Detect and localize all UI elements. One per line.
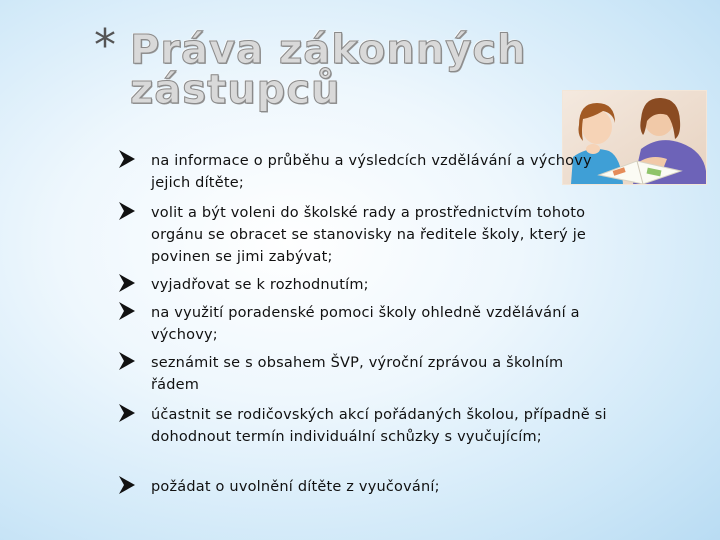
arrow-bullet-icon: [118, 403, 136, 423]
arrow-bullet-icon: [118, 273, 136, 293]
arrow-bullet-icon: [118, 475, 136, 495]
arrow-bullet-icon: [118, 301, 136, 321]
list-item-text: účastnit se rodičovských akcí pořádaných školou, případně si dohodnout termín individuální schůzky s vyučujícím;: [151, 407, 607, 445]
arrow-bullet-icon: [118, 351, 136, 371]
arrow-bullet-icon: [118, 149, 136, 169]
list-item-text: volit a být voleni do školské rady a prostřednictvím tohoto orgánu se obracet se stanovisky na ředitele školy, který je povinen se jimi zabývat;: [151, 205, 587, 265]
page-title: Práva zákonných zástupců: [130, 27, 527, 113]
list-item-text: na informace o průběhu a výsledcích vzdělávání a výchovy jejich dítěte;: [151, 153, 592, 191]
list-item-text: seznámit se s obsahem ŠVP, výroční zprávou a školním řádem: [151, 355, 564, 393]
list-item-text: vyjadřovat se k rozhodnutím;: [151, 277, 369, 293]
list-item-text: požádat o uvolnění dítěte z vyučování;: [151, 479, 440, 495]
arrow-bullet-icon: [118, 201, 136, 221]
slide-title-area: [82, 20, 702, 113]
list-item-text: na využití poradenské pomoci školy ohledně vzdělávání a výchovy;: [151, 305, 580, 343]
asterisk-icon: *: [94, 20, 116, 71]
